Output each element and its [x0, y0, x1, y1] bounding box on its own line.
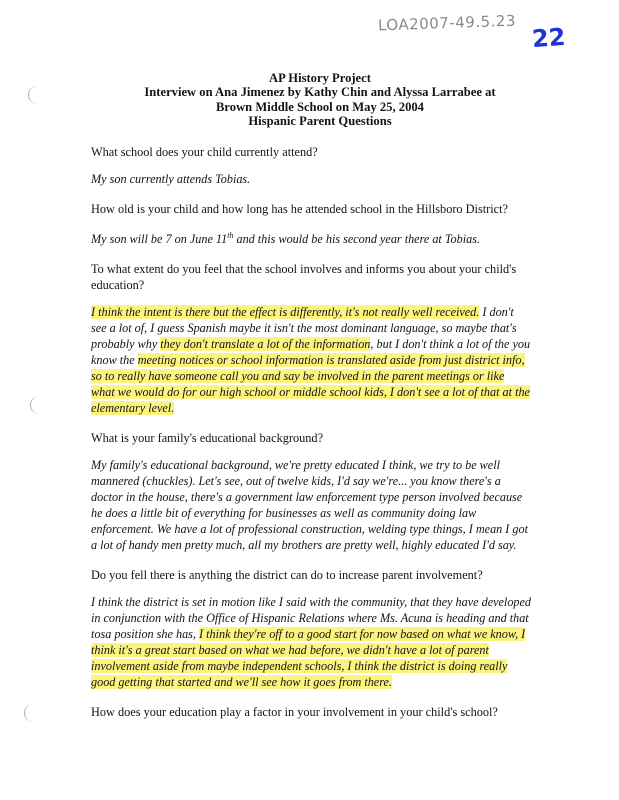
answer: My son currently attends Tobias. — [91, 172, 251, 186]
question: What is your family's educational background? — [91, 431, 324, 446]
highlight: I think they're off to a good start for now based on what we know, I think it's a great start based on what we had before, we didn't have a lot of parent involvement aside from maybe independent schools, I think the district is doing really good getting that started and we'll see how it goes from there. — [91, 627, 526, 690]
header-interview-line: Interview on Ana Jimenez by Kathy Chin and Alyssa Larrabee at — [144, 85, 496, 100]
highlight: they don't translate a lot of the information — [160, 337, 371, 352]
punch-hole-mark-top — [28, 86, 47, 104]
question: How old is your child and how long has he attended school in the Hillsboro District? — [91, 202, 509, 216]
answer: My family's educational background, we're pretty educated I think, we try to be well mannered (chuckles). Let's see, out of twelve kids, I'd say we're... you know there's a doctor in the house, there's a government law enforcement type person involved because he does a little bit of everything for businesses as well as community doing law enforcement. We have a lot of professional construction, welding type things, I mean I got a lot of handy men pretty much, all my brothers are pretty well, highly educated I'd say. — [91, 458, 528, 553]
question: What school does your child currently attend? — [91, 145, 318, 159]
highlight: meeting notices or school information is translated aside from just district info, so to really have someone call you and say be involved in the parent meetings or like what we would do for our high school or middle school kids, I don't see a lot of that at the elementary level. — [91, 353, 530, 416]
question: Do you fell there is anything the district can do to increase parent involvement? — [91, 568, 483, 583]
answer: I think the intent is there but the effect is differently, it's not really well received. I don't see a lot of, I guess Spanish maybe it isn't the most dominant language, so maybe that's probably why they don't translate a lot of the information, but I don't think a lot of the you know the meeting notices or school information is translated aside from just district info, so to really have someone call you and say be involved in the parent meetings or like what we would do for our high school or middle school kids, I don't see a lot of that at the elementary level. — [91, 305, 531, 416]
header-subject: Hispanic Parent Questions — [248, 114, 392, 129]
header-location-date: Brown Middle School on May 25, 2004 — [216, 99, 424, 114]
page-number: 22 — [531, 22, 567, 54]
header-project-title: AP History Project — [269, 71, 371, 85]
question: How does your education play a factor in your involvement in your child's school? — [91, 705, 498, 720]
punch-hole-mark-bottom — [24, 704, 43, 722]
answer: I think the district is set in motion like I said with the community, that they have developed in conjunction with the Office of Hispanic Relations where Ms. Acuna is heading and that tosa position she has, I think they're off to a good start for now based on what we know, I think it's a great start based on what we had before, we didn't have a lot of parent involvement aside from maybe independent schools, I think the district is doing really good getting that started and we'll see how it goes from there. — [91, 595, 532, 690]
question: To what extent do you feel that the school involves and informs you about your child's education? — [91, 262, 517, 293]
highlight: I think the intent is there but the effect is differently, it's not really well received. — [91, 305, 480, 320]
document-header — [80, 71, 560, 129]
answer: My son will be 7 on June 11th and this would be his second year there at Tobias. — [91, 231, 480, 247]
interview-body — [91, 144, 531, 731]
punch-hole-mark-middle — [30, 396, 49, 414]
accession-number: LOA2007-49.5.23 — [377, 11, 517, 35]
